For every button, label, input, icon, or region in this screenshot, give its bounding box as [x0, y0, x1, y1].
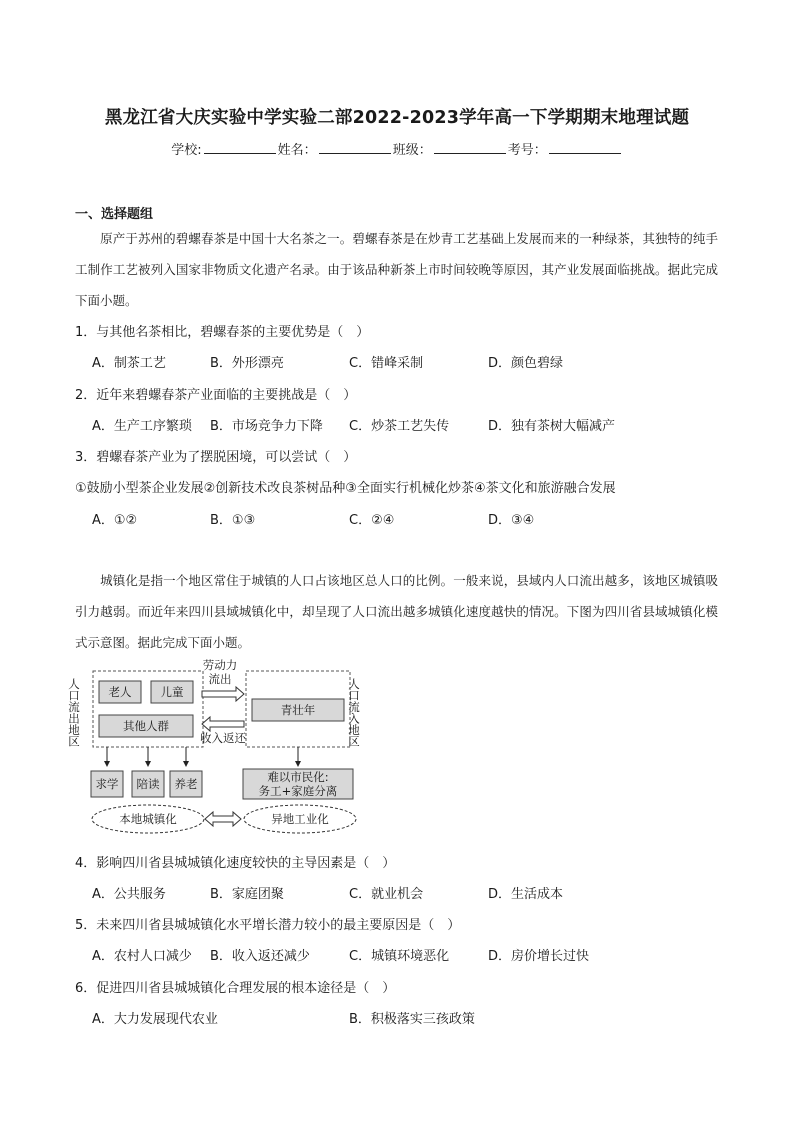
hard-label-2: 务工+家庭分离 — [258, 784, 338, 798]
passage-urbanization — [75, 565, 718, 658]
class-label: 班级： — [392, 143, 432, 158]
children-label: 儿童 — [160, 685, 184, 699]
section-heading: 一、选择题组 — [75, 207, 154, 222]
hard-label-1: 难以市民化: — [267, 770, 329, 784]
q4-option-c[interactable]: C．就业机会 — [349, 887, 424, 902]
name-label: 姓名： — [277, 143, 317, 158]
labor-outflow-label-1: 劳动力 — [202, 658, 238, 672]
q5-option-a[interactable]: A．农村人口减少 — [92, 949, 192, 964]
retire-label: 养老 — [174, 777, 198, 791]
school-label: 学校: — [171, 143, 202, 158]
q2-option-a[interactable]: A．生产工序繁琐 — [92, 419, 192, 434]
passage-urbanization-text: 城镇化是指一个地区常住于城镇的人口占该地区总人口的比例。一般来说，县域内人口流出越多，该地区城镇吸引力越弱。而近年来四川县域城镇化中，却呈现了人口流出越多城镇化速度越快的情况。下图为四川省县域城镇化模式示意图。据此完成下面小题。 — [75, 573, 718, 650]
question-2: 2．近年来碧螺春茶产业面临的主要挑战是（ ） — [75, 388, 357, 403]
question-3-statements: ①鼓励小型茶企业发展②创新技术改良茶树品种③全面实行机械化炒茶④茶文化和旅游融合发展 — [75, 481, 616, 496]
page-title: 黑龙江省大庆实验中学实验二部2022-2023学年高一下学期期末地理试题 — [104, 108, 690, 128]
q6-option-b[interactable]: B．积极落实三孩政策 — [349, 1012, 475, 1027]
left-region-label: 人口流出地区 — [67, 678, 81, 747]
question-4: 4．影响四川省县城城镇化速度较快的主导因素是（ ） — [75, 856, 396, 871]
question-5: 5．未来四川省县城城镇化水平增长潜力较小的最主要原因是（ ） — [75, 918, 461, 933]
accompany-label: 陪读 — [136, 777, 160, 791]
passage-tea-text: 原产于苏州的碧螺春茶是中国十大名茶之一。碧螺春茶是在炒青工艺基础上发展而来的一种绿茶，其独特的纯手工制作工艺被列入国家非物质文化遗产名录。由于该品种新茶上市时间较晚等原因，其产业发展面临挑战。据此完成下面小题。 — [75, 231, 718, 308]
income-return-label: 收入返还 — [200, 731, 246, 745]
q3-option-a[interactable]: A．①② — [92, 513, 138, 528]
q2-option-b[interactable]: B．市场竞争力下降 — [210, 419, 323, 434]
labor-outflow-arrow — [202, 687, 244, 701]
q4-option-b[interactable]: B．家庭团聚 — [210, 887, 284, 902]
labor-outflow-label-2: 流出 — [208, 672, 232, 686]
q6-option-a[interactable]: A．大力发展现代农业 — [92, 1012, 218, 1027]
question-3: 3．碧螺春茶产业为了摆脱困境，可以尝试（ ） — [75, 450, 357, 465]
q5-option-c[interactable]: C．城镇环境恶化 — [349, 949, 450, 964]
remote-industrialization-label: 异地工业化 — [271, 812, 329, 826]
student-info-line — [0, 139, 794, 158]
question-1: 1．与其他名茶相比，碧螺春茶的主要优势是（ ） — [75, 325, 370, 340]
name-blank — [319, 141, 391, 154]
elderly-label: 老人 — [108, 685, 132, 699]
q1-option-a[interactable]: A．制茶工艺 — [92, 356, 166, 371]
q3-option-c[interactable]: C．②④ — [349, 513, 395, 528]
q4-option-d[interactable]: D．生活成本 — [488, 887, 564, 902]
q1-option-b[interactable]: B．外形漂亮 — [210, 356, 284, 371]
income-return-arrow — [202, 717, 244, 731]
q5-option-d[interactable]: D．房价增长过快 — [488, 949, 590, 964]
others-label: 其他人群 — [123, 719, 169, 733]
q3-option-b[interactable]: B．①③ — [210, 513, 256, 528]
school-blank — [204, 141, 276, 154]
q5-option-b[interactable]: B．收入返还减少 — [210, 949, 310, 964]
q4-option-a[interactable]: A．公共服务 — [92, 887, 166, 902]
question-6: 6．促进四川省县城城镇化合理发展的根本途径是（ ） — [75, 981, 396, 996]
q2-option-c[interactable]: C．炒茶工艺失传 — [349, 419, 450, 434]
q1-option-c[interactable]: C．错峰采制 — [349, 356, 424, 371]
youth-label: 青壮年 — [280, 703, 316, 717]
double-arrow — [205, 812, 241, 826]
q3-option-d[interactable]: D．③④ — [488, 513, 535, 528]
local-urbanization-label: 本地城镇化 — [119, 812, 177, 826]
study-label: 求学 — [95, 777, 119, 791]
exam-number-blank — [549, 141, 621, 154]
class-blank — [434, 141, 506, 154]
passage-tea — [75, 223, 718, 316]
q1-option-d[interactable]: D．颜色碧绿 — [488, 356, 564, 371]
right-region-label: 人口流入地区 — [347, 678, 361, 747]
q2-option-d[interactable]: D．独有茶树大幅减产 — [488, 419, 616, 434]
exam-number-label: 考号： — [507, 143, 547, 158]
urbanization-model-diagram — [67, 658, 370, 838]
